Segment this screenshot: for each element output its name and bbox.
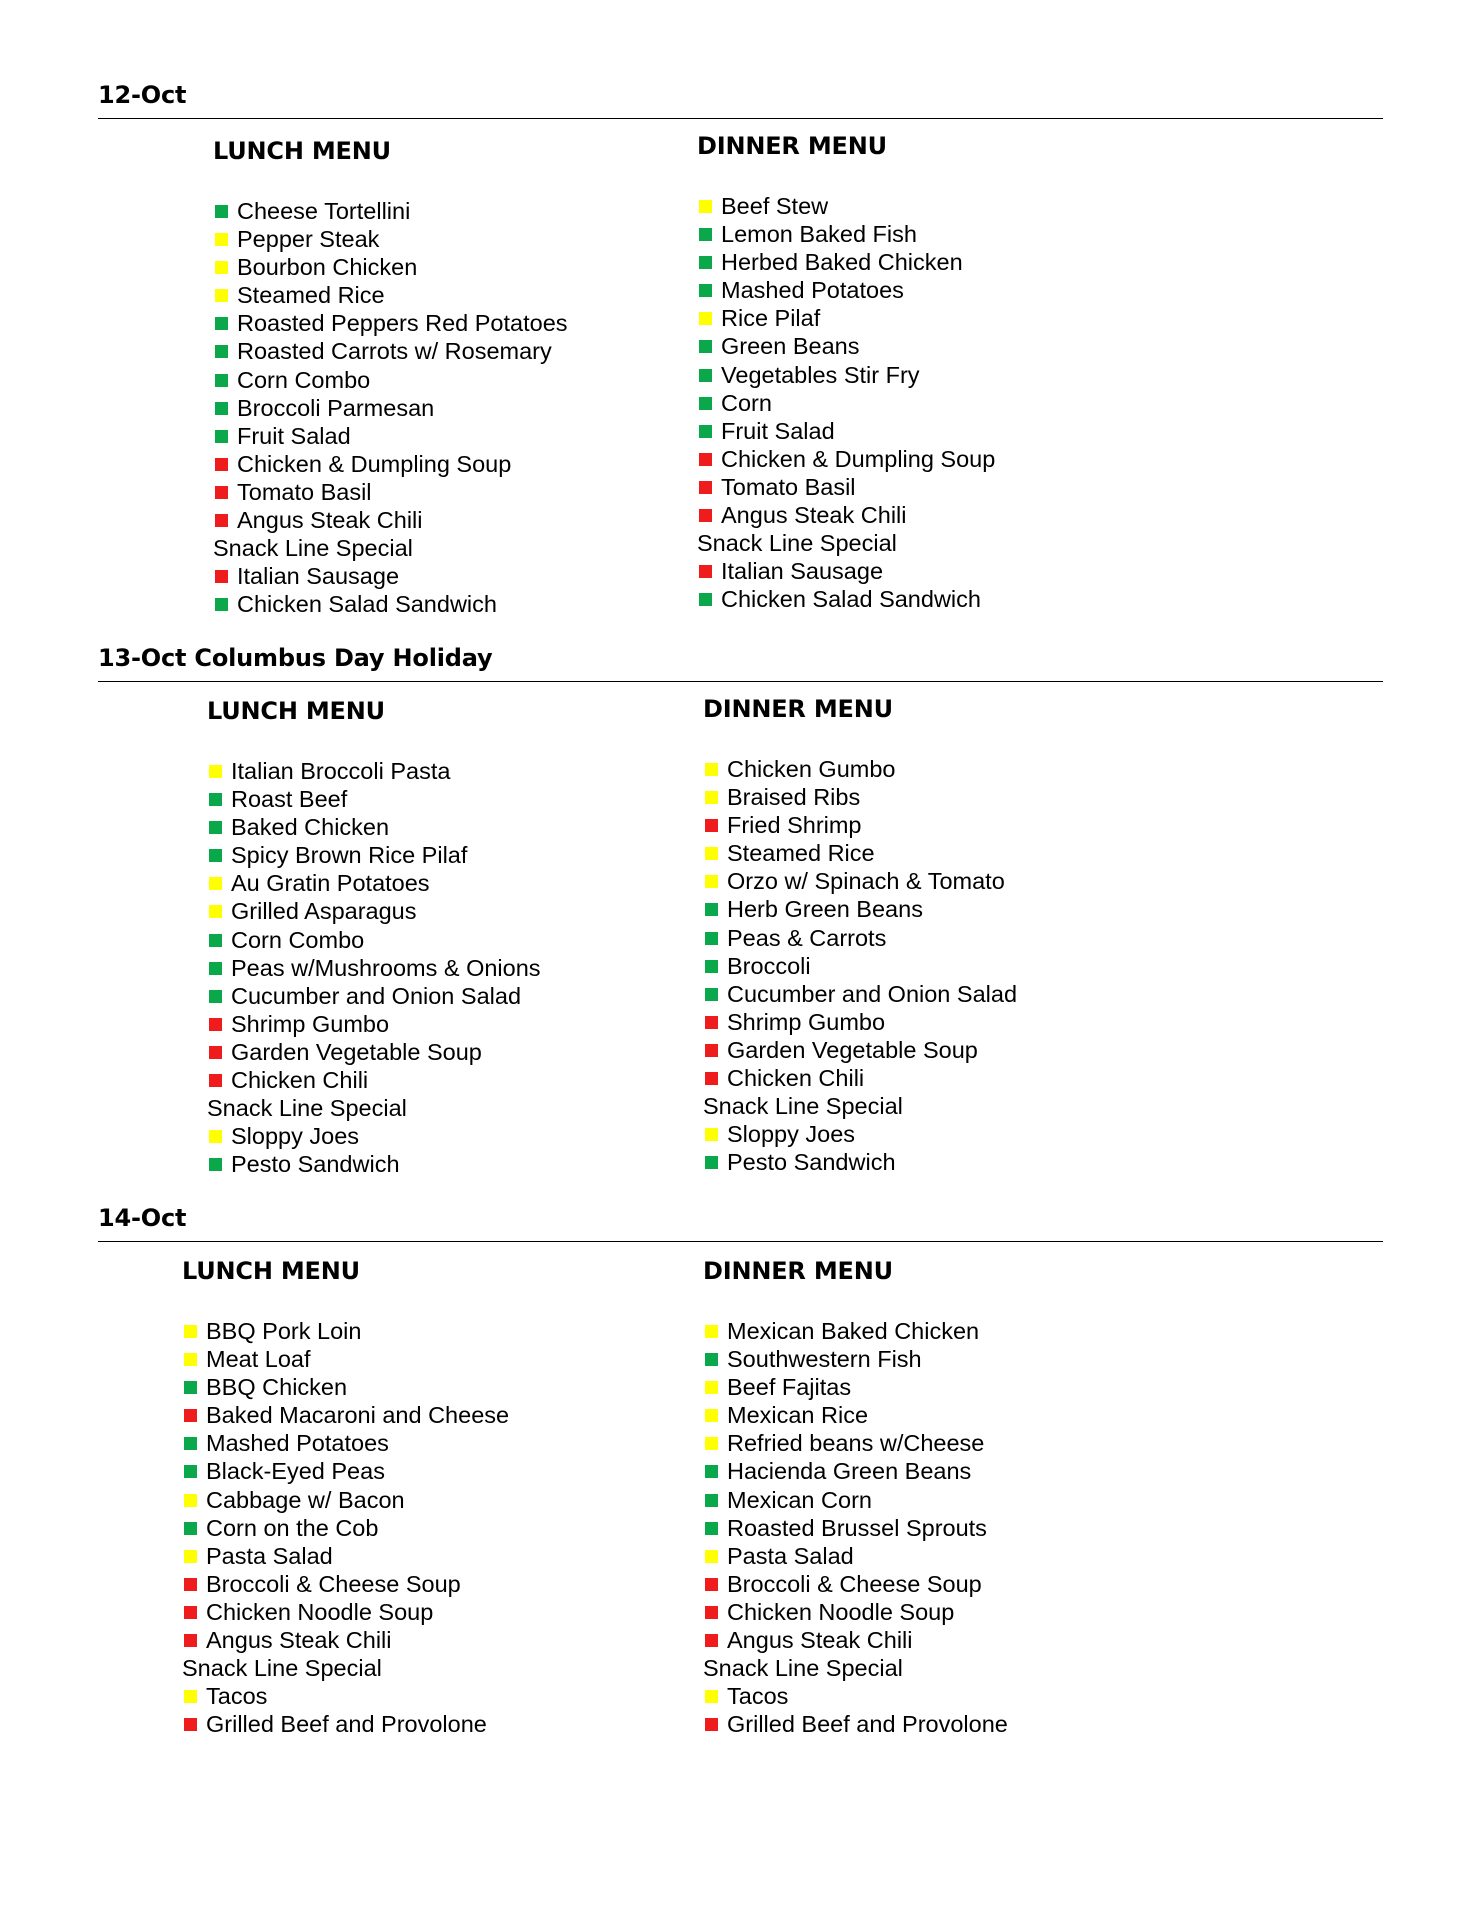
menu-item-label: Italian Sausage: [721, 558, 884, 585]
square-bullet-icon: [184, 1606, 197, 1619]
menu-item: [182, 1317, 509, 1345]
square-bullet-icon: [209, 1046, 222, 1059]
menu-item-label: Chicken Gumbo: [727, 756, 896, 782]
menu-item: [697, 192, 995, 220]
square-bullet-icon: [215, 289, 228, 302]
square-bullet-icon: [184, 1718, 197, 1731]
square-bullet-icon: [705, 988, 718, 1001]
menu-item: [703, 1401, 1008, 1429]
menu-item-label: Italian Sausage: [237, 563, 400, 590]
menu-item-label: Fried Shrimp: [727, 812, 862, 839]
dinner-item-list: [697, 192, 995, 613]
menu-item: [207, 897, 541, 925]
menu-item-label: Pasta Salad: [727, 1542, 854, 1569]
square-bullet-icon: [705, 960, 718, 973]
menu-item-label: Corn: [721, 389, 772, 416]
square-bullet-icon: [705, 1044, 718, 1057]
menu-item-label: Fruit Salad: [237, 422, 351, 449]
menu-item: [703, 1345, 1008, 1373]
menu-item: [697, 501, 995, 529]
menu-item: [213, 478, 568, 506]
square-bullet-icon: [699, 340, 712, 353]
menu-item: [697, 361, 995, 389]
square-bullet-icon: [215, 233, 228, 246]
square-bullet-icon: [209, 877, 222, 890]
menu-item: [207, 1150, 541, 1178]
menu-item-label: Sloppy Joes: [231, 1123, 360, 1150]
square-bullet-icon: [699, 565, 712, 578]
menu-item-label: Angus Steak Chili: [721, 502, 907, 529]
square-bullet-icon: [209, 849, 222, 862]
menu-item-label: Spicy Brown Rice Pilaf: [231, 842, 468, 869]
menu-item-label: Cabbage w/ Bacon: [206, 1486, 405, 1513]
square-bullet-icon: [215, 374, 228, 387]
menu-item-label: Beef Stew: [721, 193, 829, 219]
snack-line-heading: [182, 1654, 509, 1682]
square-bullet-icon: [705, 763, 718, 776]
menu-item-label: Vegetables Stir Fry: [721, 361, 920, 388]
menu-item: [703, 1710, 1008, 1738]
menu-item-label: Chicken Salad Sandwich: [237, 591, 497, 618]
menu-item: [182, 1710, 509, 1738]
menu-item: [207, 1066, 541, 1094]
day-title: 14-Oct: [98, 1204, 187, 1232]
menu-item-label: Mexican Rice: [727, 1402, 869, 1429]
menu-item-label: Cucumber and Onion Salad: [231, 982, 522, 1009]
menu-item: [213, 394, 568, 422]
menu-item: [697, 304, 995, 332]
square-bullet-icon: [705, 1550, 718, 1563]
square-bullet-icon: [209, 821, 222, 834]
menu-item: [697, 220, 995, 248]
menu-item: [182, 1682, 509, 1710]
square-bullet-icon: [699, 453, 712, 466]
menu-item-label: Roasted Carrots w/ Rosemary: [237, 338, 552, 365]
menu-item-label: Green Beans: [721, 333, 860, 360]
menu-item-label: Snack Line Special: [697, 530, 897, 557]
square-bullet-icon: [184, 1465, 197, 1478]
square-bullet-icon: [699, 312, 712, 325]
square-bullet-icon: [705, 1606, 718, 1619]
square-bullet-icon: [215, 570, 228, 583]
square-bullet-icon: [184, 1550, 197, 1563]
square-bullet-icon: [699, 369, 712, 382]
menu-item-label: Bourbon Chicken: [237, 254, 418, 281]
menu-item: [207, 954, 541, 982]
square-bullet-icon: [184, 1690, 197, 1703]
square-bullet-icon: [184, 1578, 197, 1591]
menu-item-label: Corn Combo: [237, 366, 371, 393]
menu-item: [703, 811, 1017, 839]
menu-item: [213, 506, 568, 534]
square-bullet-icon: [699, 200, 712, 213]
square-bullet-icon: [215, 402, 228, 415]
square-bullet-icon: [184, 1522, 197, 1535]
menu-item: [703, 867, 1017, 895]
square-bullet-icon: [209, 962, 222, 975]
menu-item: [703, 1598, 1008, 1626]
snack-line-heading: [207, 1094, 541, 1122]
menu-item-label: Au Gratin Potatoes: [231, 870, 430, 897]
lunch-menu: [182, 1256, 509, 1738]
menu-item-label: Sloppy Joes: [727, 1121, 856, 1148]
menu-item: [697, 332, 995, 360]
menu-item: [213, 562, 568, 590]
menu-item-label: Mashed Potatoes: [721, 277, 904, 304]
lunch-menu-title: LUNCH MENU: [182, 1257, 360, 1285]
square-bullet-icon: [705, 1381, 718, 1394]
menu-item: [703, 1570, 1008, 1598]
lunch-item-list: [207, 757, 541, 1178]
menu-item: [703, 1064, 1017, 1092]
menu-item-label: Mexican Baked Chicken: [727, 1318, 980, 1344]
square-bullet-icon: [699, 593, 712, 606]
menu-item: [703, 839, 1017, 867]
menu-item-label: Mexican Corn: [727, 1486, 872, 1513]
menu-item-label: Angus Steak Chili: [206, 1627, 392, 1654]
menu-item-label: Cucumber and Onion Salad: [727, 980, 1018, 1007]
menu-item-label: Snack Line Special: [213, 535, 413, 562]
menu-item-label: Shrimp Gumbo: [231, 1010, 390, 1037]
menu-item-label: Braised Ribs: [727, 784, 861, 811]
menu-item: [182, 1429, 509, 1457]
snack-line-heading: [697, 529, 995, 557]
dinner-menu-title: DINNER MENU: [703, 695, 893, 723]
menu-item-label: Snack Line Special: [703, 1655, 903, 1682]
menu-item: [207, 926, 541, 954]
menu-item-label: Broccoli Parmesan: [237, 394, 435, 421]
square-bullet-icon: [705, 1325, 718, 1338]
section-divider: [98, 118, 1383, 119]
square-bullet-icon: [215, 205, 228, 218]
menu-item-label: Lemon Baked Fish: [721, 221, 917, 248]
square-bullet-icon: [209, 1074, 222, 1087]
menu-item-label: Corn on the Cob: [206, 1514, 379, 1541]
menu-item: [703, 1457, 1008, 1485]
menu-item: [213, 366, 568, 394]
menu-item: [207, 1038, 541, 1066]
menu-item: [703, 1429, 1008, 1457]
menu-item-label: Pasta Salad: [206, 1542, 333, 1569]
menu-item-label: Tomato Basil: [721, 473, 856, 500]
menu-item: [207, 982, 541, 1010]
square-bullet-icon: [209, 1158, 222, 1171]
menu-item-label: Steamed Rice: [727, 840, 875, 867]
square-bullet-icon: [705, 1690, 718, 1703]
square-bullet-icon: [705, 791, 718, 804]
menu-item-label: Rice Pilaf: [721, 305, 821, 332]
menu-item: [697, 276, 995, 304]
menu-item: [703, 1682, 1008, 1710]
square-bullet-icon: [705, 903, 718, 916]
square-bullet-icon: [215, 317, 228, 330]
menu-item: [213, 253, 568, 281]
square-bullet-icon: [215, 486, 228, 499]
menu-item: [703, 755, 1017, 783]
square-bullet-icon: [699, 509, 712, 522]
section-divider: [98, 1241, 1383, 1242]
menu-item: [213, 225, 568, 253]
menu-item: [213, 281, 568, 309]
menu-item-label: Hacienda Green Beans: [727, 1458, 972, 1485]
square-bullet-icon: [184, 1353, 197, 1366]
menu-item: [213, 422, 568, 450]
menu-item-label: Angus Steak Chili: [727, 1627, 913, 1654]
menu-item-label: Grilled Beef and Provolone: [727, 1711, 1008, 1738]
menu-item: [182, 1373, 509, 1401]
menu-item: [703, 980, 1017, 1008]
square-bullet-icon: [699, 256, 712, 269]
snack-line-heading: [213, 534, 568, 562]
menu-item: [182, 1570, 509, 1598]
square-bullet-icon: [209, 1018, 222, 1031]
menu-item-label: Peas & Carrots: [727, 924, 887, 951]
menu-item: [703, 1626, 1008, 1654]
menu-item: [213, 309, 568, 337]
menu-item-label: Snack Line Special: [182, 1655, 382, 1682]
menu-item: [703, 1317, 1008, 1345]
menu-item-label: Chicken & Dumpling Soup: [721, 445, 996, 472]
menu-item: [703, 783, 1017, 811]
menu-item: [703, 1486, 1008, 1514]
menu-item-label: Angus Steak Chili: [237, 507, 423, 534]
menu-item: [703, 1120, 1017, 1148]
square-bullet-icon: [209, 934, 222, 947]
snack-line-heading: [703, 1654, 1008, 1682]
menu-item-label: Baked Chicken: [231, 814, 390, 841]
square-bullet-icon: [705, 1156, 718, 1169]
menu-item: [697, 473, 995, 501]
menu-item-label: Beef Fajitas: [727, 1374, 852, 1401]
menu-item-label: Tomato Basil: [237, 478, 372, 505]
menu-item-label: Roasted Brussel Sprouts: [727, 1514, 987, 1541]
menu-item: [213, 337, 568, 365]
menu-item-label: Italian Broccoli Pasta: [231, 758, 451, 784]
menu-item: [182, 1626, 509, 1654]
menu-item-label: Pesto Sandwich: [231, 1151, 400, 1178]
menu-item-label: Mashed Potatoes: [206, 1430, 389, 1457]
square-bullet-icon: [209, 793, 222, 806]
square-bullet-icon: [705, 1522, 718, 1535]
square-bullet-icon: [705, 1578, 718, 1591]
menu-item: [182, 1514, 509, 1542]
lunch-menu: [213, 136, 568, 618]
menu-item: [703, 1542, 1008, 1570]
square-bullet-icon: [705, 1353, 718, 1366]
menu-item: [213, 590, 568, 618]
menu-item-label: Pesto Sandwich: [727, 1149, 896, 1176]
lunch-menu-title: LUNCH MENU: [213, 137, 391, 165]
menu-item: [207, 841, 541, 869]
menu-item-label: Garden Vegetable Soup: [231, 1038, 482, 1065]
menu-item-label: Corn Combo: [231, 926, 365, 953]
menu-item-label: Chicken Chili: [231, 1067, 369, 1094]
menu-item: [697, 248, 995, 276]
dinner-menu-title: DINNER MENU: [697, 132, 887, 160]
square-bullet-icon: [184, 1437, 197, 1450]
menu-item: [182, 1401, 509, 1429]
lunch-menu-title: LUNCH MENU: [207, 697, 385, 725]
menu-item-label: Shrimp Gumbo: [727, 1008, 886, 1035]
menu-item: [207, 1122, 541, 1150]
menu-item: [207, 813, 541, 841]
snack-line-heading: [703, 1092, 1017, 1120]
square-bullet-icon: [705, 1494, 718, 1507]
menu-item-label: Roasted Peppers Red Potatoes: [237, 310, 568, 337]
menu-item: [703, 1514, 1008, 1542]
menu-item-label: Snack Line Special: [207, 1095, 407, 1122]
menu-item-label: Orzo w/ Spinach & Tomato: [727, 868, 1005, 895]
square-bullet-icon: [699, 425, 712, 438]
square-bullet-icon: [184, 1409, 197, 1422]
square-bullet-icon: [705, 1437, 718, 1450]
square-bullet-icon: [184, 1381, 197, 1394]
square-bullet-icon: [184, 1634, 197, 1647]
day-title: 13-Oct Columbus Day Holiday: [98, 644, 493, 672]
menu-item: [182, 1345, 509, 1373]
menu-item: [697, 417, 995, 445]
menu-item: [207, 757, 541, 785]
menu-item: [697, 557, 995, 585]
square-bullet-icon: [209, 905, 222, 918]
menu-item-label: Refried beans w/Cheese: [727, 1430, 985, 1457]
menu-item-label: Pepper Steak: [237, 226, 380, 253]
menu-item-label: Peas w/Mushrooms & Onions: [231, 954, 541, 981]
menu-item: [207, 1010, 541, 1038]
dinner-menu: [703, 1256, 1008, 1738]
menu-item: [703, 1036, 1017, 1064]
square-bullet-icon: [215, 430, 228, 443]
square-bullet-icon: [705, 1128, 718, 1141]
square-bullet-icon: [705, 1016, 718, 1029]
menu-item: [182, 1542, 509, 1570]
square-bullet-icon: [705, 1072, 718, 1085]
square-bullet-icon: [209, 1130, 222, 1143]
menu-item: [182, 1486, 509, 1514]
menu-item-label: Tacos: [206, 1683, 268, 1710]
square-bullet-icon: [699, 228, 712, 241]
menu-item-label: Tacos: [727, 1683, 789, 1710]
menu-item-label: Broccoli: [727, 952, 811, 979]
square-bullet-icon: [209, 990, 222, 1003]
menu-item-label: Snack Line Special: [703, 1093, 903, 1120]
square-bullet-icon: [705, 819, 718, 832]
square-bullet-icon: [699, 397, 712, 410]
square-bullet-icon: [209, 765, 222, 778]
square-bullet-icon: [705, 1465, 718, 1478]
section-divider: [98, 681, 1383, 682]
menu-item-label: Baked Macaroni and Cheese: [206, 1402, 510, 1429]
menu-item: [207, 869, 541, 897]
menu-item-label: Grilled Asparagus: [231, 898, 417, 925]
square-bullet-icon: [215, 261, 228, 274]
menu-item-label: Garden Vegetable Soup: [727, 1036, 978, 1063]
menu-item: [697, 389, 995, 417]
menu-item-label: Chicken & Dumpling Soup: [237, 450, 512, 477]
square-bullet-icon: [699, 284, 712, 297]
menu-item: [182, 1598, 509, 1626]
menu-item: [703, 1148, 1017, 1176]
menu-item-label: Broccoli & Cheese Soup: [206, 1570, 461, 1597]
menu-item: [213, 197, 568, 225]
square-bullet-icon: [705, 875, 718, 888]
menu-item: [703, 1373, 1008, 1401]
menu-item-label: Chicken Salad Sandwich: [721, 586, 981, 613]
menu-item: [703, 895, 1017, 923]
square-bullet-icon: [215, 345, 228, 358]
menu-item-label: Chicken Noodle Soup: [206, 1598, 434, 1625]
menu-item: [697, 445, 995, 473]
menu-item-label: Herbed Baked Chicken: [721, 249, 963, 276]
square-bullet-icon: [215, 598, 228, 611]
menu-item-label: BBQ Chicken: [206, 1374, 348, 1401]
menu-item-label: Southwestern Fish: [727, 1346, 922, 1373]
menu-item-label: Cheese Tortellini: [237, 198, 411, 224]
menu-item: [213, 450, 568, 478]
menu-item-label: Chicken Noodle Soup: [727, 1598, 955, 1625]
lunch-item-list: [213, 197, 568, 618]
menu-item-label: Grilled Beef and Provolone: [206, 1711, 487, 1738]
lunch-menu: [207, 696, 541, 1178]
square-bullet-icon: [699, 481, 712, 494]
dinner-item-list: [703, 755, 1017, 1176]
menu-item-label: BBQ Pork Loin: [206, 1318, 362, 1344]
square-bullet-icon: [705, 847, 718, 860]
menu-item: [703, 924, 1017, 952]
square-bullet-icon: [215, 514, 228, 527]
menu-item: [703, 952, 1017, 980]
menu-item-label: Meat Loaf: [206, 1346, 311, 1373]
square-bullet-icon: [705, 1409, 718, 1422]
dinner-menu-title: DINNER MENU: [703, 1257, 893, 1285]
menu-item-label: Chicken Chili: [727, 1065, 865, 1092]
menu-item-label: Roast Beef: [231, 786, 348, 813]
menu-item: [697, 585, 995, 613]
menu-item: [703, 1008, 1017, 1036]
menu-item: [182, 1457, 509, 1485]
lunch-item-list: [182, 1317, 509, 1738]
square-bullet-icon: [705, 1634, 718, 1647]
menu-item-label: Steamed Rice: [237, 282, 385, 309]
square-bullet-icon: [215, 458, 228, 471]
menu-item-label: Black-Eyed Peas: [206, 1458, 385, 1485]
dinner-menu: [697, 131, 995, 613]
dinner-menu: [703, 694, 1017, 1176]
menu-item-label: Fruit Salad: [721, 417, 835, 444]
square-bullet-icon: [184, 1494, 197, 1507]
square-bullet-icon: [705, 1718, 718, 1731]
square-bullet-icon: [184, 1325, 197, 1338]
menu-item-label: Herb Green Beans: [727, 896, 923, 923]
dinner-item-list: [703, 1317, 1008, 1738]
menu-item-label: Broccoli & Cheese Soup: [727, 1570, 982, 1597]
square-bullet-icon: [705, 932, 718, 945]
day-title: 12-Oct: [98, 81, 187, 109]
menu-item: [207, 785, 541, 813]
